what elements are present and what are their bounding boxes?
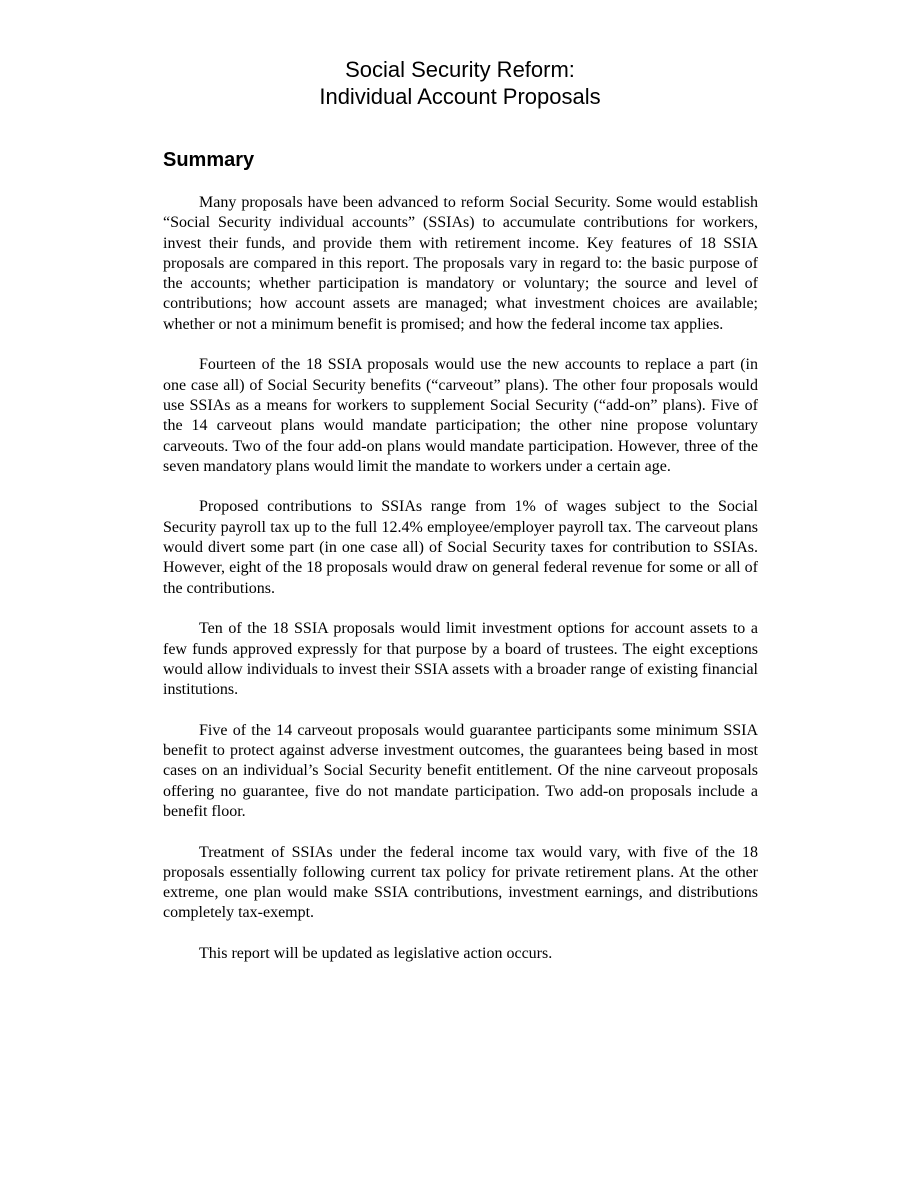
paragraph: Many proposals have been advanced to reform Social Security. Some would establish “Social Security individual accounts” (SSIAs) to accumulate contributions for workers, invest their funds, and provide them with retirement income. Key features of 18 SSIA proposals are compared in this report. The proposals vary in regard to: the basic purpose of the accounts; whether participation is mandatory or voluntary; the source and level of contributions; how account assets are managed; what investment choices are available; whether or not a minimum benefit is promised; and how the federal income tax applies. [163,194,758,333]
paragraph: Proposed contributions to SSIAs range from 1% of wages subject to the Social Security payroll tax up to the full 12.4% employee/employer payroll tax. The carveout plans would divert some part (in one case all) of Social Security taxes for contribution to SSIAs. However, eight of the 18 proposals would draw on general federal revenue for some or all of the contributions. [163,498,758,597]
paragraph: Five of the 14 carveout proposals would guarantee participants some minimum SSIA benefit to protect against adverse investment outcomes, the guarantees being based in most cases on an individual’s Social Security benefit entitlement. Of the nine carveout proposals offering no guarantee, five do not mandate participation. Two add-on proposals include a benefit floor. [163,721,758,820]
section-heading-summary: Summary [163,149,255,171]
summary-body [163,193,758,985]
paragraph: Fourteen of the 18 SSIA proposals would use the new accounts to replace a part (in one case all) of Social Security benefits (“carveout” plans). The other four proposals would use SSIAs as a means for workers to supplement Social Security (“add-on” plans). Five of the 14 carveout plans would mandate participation; the other nine propose voluntary carveouts. Two of the four add-on plans would mandate participation. However, three of the seven mandatory plans would limit the mandate to workers under a certain age. [163,356,758,475]
paragraph: Ten of the 18 SSIA proposals would limit investment options for account assets to a few funds approved expressly for that purpose by a board of trustees. The eight exceptions would allow individuals to invest their SSIA assets with a broader range of existing financial institutions. [163,620,758,699]
paragraph: This report will be updated as legislative action occurs. [199,944,553,962]
document-title [0,56,920,110]
title-line-1: Social Security Reform: [345,57,575,82]
title-line-2: Individual Account Proposals [319,84,601,109]
paragraph: Treatment of SSIAs under the federal income tax would vary, with five of the 18 proposals essentially following current tax policy for private retirement plans. At the other extreme, one plan would make SSIA contributions, investment earnings, and distributions completely tax-exempt. [163,843,758,922]
